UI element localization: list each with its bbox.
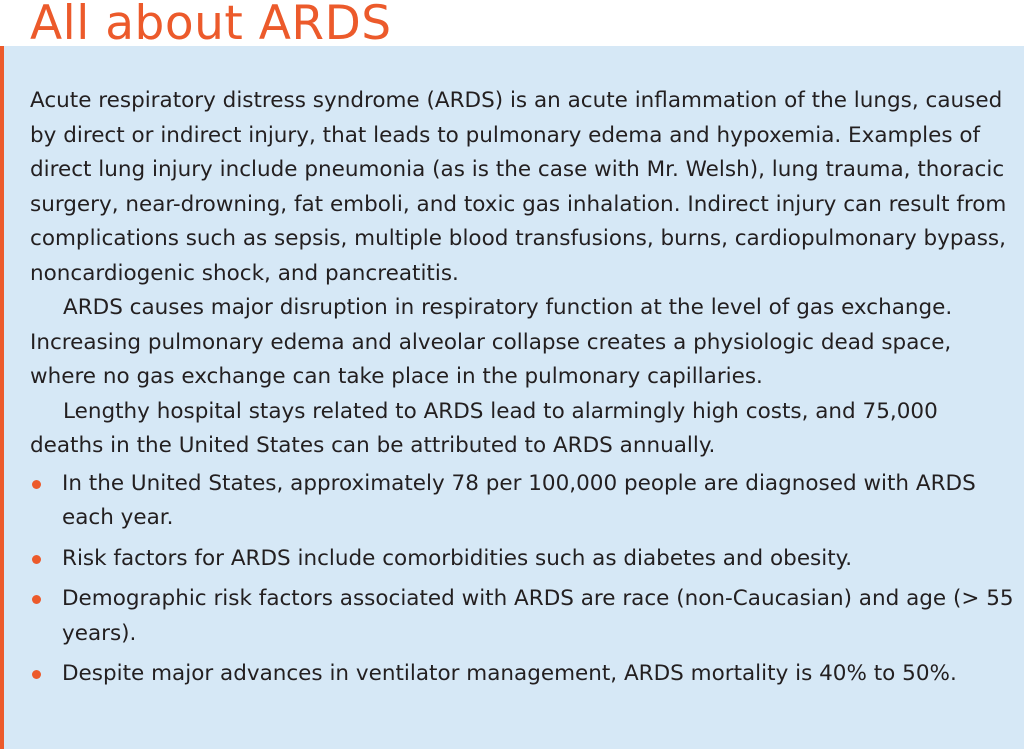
- page-title: All about ARDS: [30, 0, 392, 51]
- bullet-dot-icon: [32, 555, 41, 564]
- list-item-text: Despite major advances in ventilator management, ARDS mortality is 40% to 50%.: [62, 661, 957, 686]
- bullet-dot-icon: [32, 595, 41, 604]
- paragraph-costs: Lengthy hospital stays related to ARDS lead to alarmingly high costs, and 75,000 deaths in the United States can be attributed to ARDS annually.: [30, 398, 938, 458]
- list-item-text: Risk factors for ARDS include comorbidities such as diabetes and obesity.: [62, 545, 853, 571]
- list-item-text: In the United States, approximately 78 per 100,000 people are diagnosed with ARDS each year.: [62, 470, 976, 530]
- bullet-dot-icon: [32, 480, 41, 489]
- info-box-content: [30, 84, 1015, 698]
- list-item: [30, 657, 1015, 692]
- list-item: [30, 542, 1015, 577]
- list-item: [30, 467, 1015, 536]
- list-item-text: Demographic risk factors associated with ARDS are race (non-Caucasian) and age (> 55 years).: [62, 586, 1014, 646]
- paragraph-definition: Acute respiratory distress syndrome (ARDS) is an acute inflammation of the lungs, caused by direct or indirect injury, that leads to pulmonary edema and hypoxemia. Examples of direct lung injury include pneumonia (as is the case with Mr. Welsh), lung trauma, thoracic surgery, near-drowning, fat emboli, and toxic gas inhalation. Indirect injury can result from complications such as sepsis, multiple blood transfusions, burns, cardiopulmonary bypass, noncardiogenic shock, and pancreatitis.: [30, 88, 1007, 286]
- list-item: [30, 582, 1015, 651]
- bullet-dot-icon: [32, 670, 41, 679]
- paragraph-gas-exchange: ARDS causes major disruption in respiratory function at the level of gas exchange. Increasing pulmonary edema and alveolar collapse creates a physiologic dead space, where no gas exchange can take place in the pulmonary capillaries.: [30, 295, 953, 389]
- facts-list: [30, 467, 1015, 692]
